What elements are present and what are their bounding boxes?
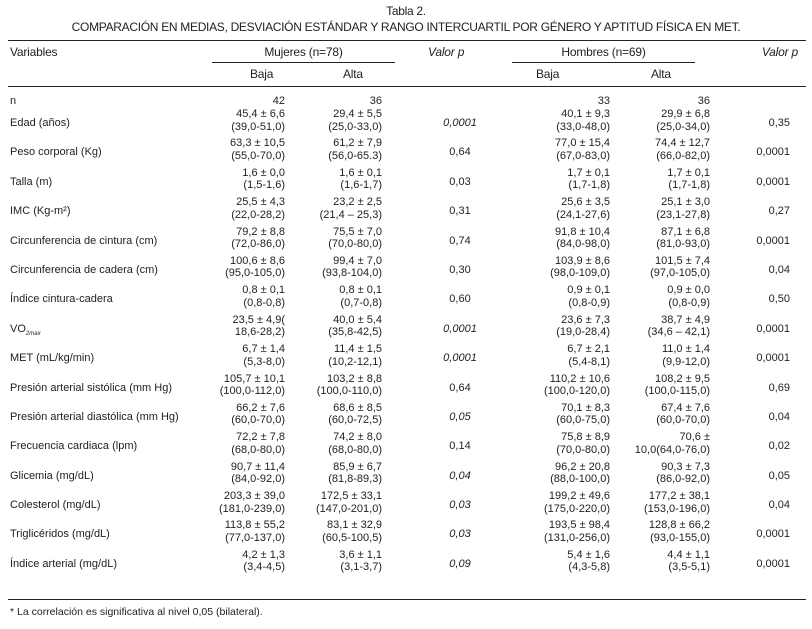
hombres-baja-mean-sd: 6,7 ± 2,1 [567, 343, 610, 356]
hombres-baja-cell [544, 373, 610, 398]
mujeres-alta-cell [322, 255, 382, 280]
valor-p-hombres: 0,02 [768, 440, 790, 453]
mujeres-alta-mean-sd: 85,9 ± 6,7 [333, 460, 382, 473]
row-label-text: Presión arterial sistólica (mm Hg) [10, 381, 172, 394]
header-variables: Variables [10, 45, 58, 59]
hombres-alta-cell [648, 314, 710, 339]
mujeres-alta-mean-sd: 103,2 ± 8,8 [327, 372, 382, 385]
hombres-baja-range: (33,0-48,0) [556, 120, 610, 133]
mujeres-alta-range: (100,0-110,0) [316, 385, 382, 398]
mujeres-baja-range: (72,0-86,0) [231, 238, 285, 251]
mujeres-baja-range: 18,6-28,2) [234, 326, 285, 339]
table-subtitle: COMPARACIÓN EN MEDIAS, DESVIACIÓN ESTÁNDAR Y RANGO INTERCUARTIL POR GÉNERO Y APTITUD FÍSICA EN MET. [71, 20, 741, 34]
row-label-text: Talla (m) [10, 175, 53, 188]
mujeres-baja-range: (1,5-1,6) [243, 179, 285, 192]
hombres-baja-mean-sd: 199,2 ± 49,6 [548, 490, 610, 503]
hombres-baja-cell [550, 255, 610, 280]
valor-p-hombres: 0,35 [768, 117, 790, 129]
mujeres-alta-cell [328, 343, 382, 368]
header-valor-p-hombres: Valor p [761, 45, 798, 59]
hombres-alta-cell [667, 167, 710, 192]
hombres-baja-cell [544, 519, 610, 544]
hombres-baja-range: (24,1-27,6) [556, 208, 610, 221]
top-rule [8, 40, 806, 41]
hombres-alta-range: (81,0-93,0) [656, 238, 710, 251]
hombres-alta-range: (66,0-82,0) [656, 149, 710, 162]
mujeres-baja-cell [231, 431, 285, 456]
row-label-subscript: 2max [25, 330, 41, 337]
valor-p-mujeres: 0,03 [449, 499, 471, 512]
valor-p-mujeres: 0,31 [449, 205, 471, 218]
hombres-baja-cell [550, 461, 610, 486]
table-body [0, 93, 812, 578]
row-label-text: Peso corporal (Kg) [10, 146, 102, 159]
mujeres-alta-range: (60,5-100,5) [322, 531, 382, 544]
table-row [0, 519, 812, 548]
hombres-alta-range: (34,6 – 42,1) [647, 326, 710, 339]
valor-p-mujeres: 0,60 [449, 293, 471, 306]
hombres-alta-mean-sd: 70,6 ± [679, 431, 710, 444]
hombres-baja-mean-sd: 96,2 ± 20,8 [555, 460, 610, 473]
mujeres-alta-range: (60,0-72,5) [328, 414, 382, 427]
row-label-text: Edad (años) [10, 117, 70, 129]
hombres-alta-mean-sd: 101,5 ± 7,4 [655, 254, 710, 267]
table-row [0, 402, 812, 431]
row-label-text: Glicemia (mg/dL) [10, 469, 94, 482]
mujeres-alta-range: (21,4 – 25,3) [319, 208, 382, 221]
row-label [10, 176, 52, 189]
mujeres-baja-cell [225, 255, 285, 280]
row-label [10, 470, 94, 483]
mujeres-alta-cell [322, 519, 382, 544]
valor-p-mujeres: 0,0001 [443, 352, 477, 365]
table-row [0, 226, 812, 255]
row-label [10, 264, 158, 277]
valor-p-hombres: 0,0001 [756, 175, 790, 188]
row-label [10, 411, 179, 424]
table-row [0, 284, 812, 313]
row-label [10, 205, 71, 218]
mujeres-alta-cell [339, 167, 382, 192]
mujeres-alta-mean-sd: 40,0 ± 5,4 [333, 313, 382, 326]
mujeres-baja-range: (84,0-92,0) [231, 473, 285, 486]
mujeres-alta-mean-sd: 1,6 ± 0,1 [339, 166, 382, 179]
mujeres-alta-mean-sd: 29,4 ± 5,5 [333, 108, 382, 120]
hombres-baja-mean-sd: 23,6 ± 7,3 [561, 313, 610, 326]
mujeres-baja-range: (0,8-0,8) [243, 296, 285, 309]
mujeres-baja-cell [242, 167, 285, 192]
hombres-alta-mean-sd: 4,4 ± 1,1 [667, 548, 710, 561]
hombres-alta-range: (1,7-1,8) [668, 179, 710, 192]
table-row [0, 167, 812, 196]
valor-p-mujeres: 0,14 [449, 440, 471, 453]
valor-p-mujeres: 0,09 [449, 557, 471, 570]
mujeres-alta-mean-sd: 74,2 ± 8,0 [333, 431, 382, 444]
mujeres-alta-range: (10,2-12,1) [328, 355, 382, 368]
table-row [0, 490, 812, 519]
mujeres-baja-cell [242, 284, 285, 309]
hombres-baja-mean-sd: 103,9 ± 8,6 [555, 254, 610, 267]
row-label-text: Circunferencia de cadera (cm) [10, 263, 158, 276]
mujeres-alta-range: (93,8-104,0) [322, 267, 382, 280]
hombres-baja-cell [567, 343, 610, 368]
mujeres-alta-cell [328, 108, 382, 133]
mujeres-baja-mean-sd: 203,3 ± 39,0 [223, 490, 285, 503]
valor-p-mujeres: 0,0001 [443, 117, 477, 129]
hombres-alta-mean-sd: 74,4 ± 12,7 [655, 137, 710, 150]
hombres-baja-cell [556, 402, 610, 427]
mujeres-alta-range: (70,0-80,0) [328, 238, 382, 251]
valor-p-hombres: 0,0001 [756, 146, 790, 159]
mujeres-baja-range: (68,0-80,0) [231, 443, 285, 456]
hombres-alta-mean-sd: 128,8 ± 66,2 [648, 519, 710, 532]
hombres-baja-range: (60,0-75,0) [556, 414, 610, 427]
mujeres-alta-n: 36 [369, 95, 382, 107]
mujeres-alta-cell [328, 402, 382, 427]
hombres-alta-cell [656, 226, 710, 251]
hombres-baja-range: (70,0-80,0) [556, 443, 610, 456]
hombres-baja-range: (98,0-109,0) [550, 267, 610, 280]
table-row [0, 255, 812, 284]
mujeres-baja-cell [242, 549, 285, 574]
valor-p-hombres: 0,50 [768, 293, 790, 306]
mujeres-baja-mean-sd: 90,7 ± 11,4 [230, 460, 285, 473]
row-label [10, 499, 100, 512]
mujeres-alta-mean-sd: 68,6 ± 8,5 [333, 401, 382, 414]
hombres-baja-range: (88,0-100,0) [550, 473, 610, 486]
table-row [0, 431, 812, 460]
hombres-baja-cell [556, 314, 610, 339]
hombres-alta-mean-sd: 67,4 ± 7,6 [661, 401, 710, 414]
mujeres-baja-cell [225, 519, 285, 544]
mujeres-alta-range: (25,0-33,0) [328, 120, 382, 133]
mujeres-baja-range: (77,0-137,0) [225, 531, 285, 544]
hombres-alta-range: (60,0-70,0) [656, 414, 710, 427]
mujeres-alta-mean-sd: 3,6 ± 1,1 [339, 548, 382, 561]
hombres-alta-cell [656, 196, 710, 221]
valor-p-mujeres: 0,03 [449, 175, 471, 188]
table-row [0, 549, 812, 578]
hombres-alta-n: 36 [697, 95, 710, 107]
hombres-baja-range: (4,3-5,8) [568, 561, 610, 574]
hombres-baja-mean-sd: 0,9 ± 0,1 [567, 284, 610, 297]
hombres-baja-n: 33 [597, 95, 610, 107]
mujeres-baja-n: 42 [272, 95, 285, 107]
mujeres-alta-cell [316, 490, 382, 515]
valor-p-mujeres: 0,74 [449, 234, 471, 247]
header-hombres-alta: Alta [651, 67, 671, 81]
mujeres-baja-range: (100,0-112,0) [219, 385, 285, 398]
hombres-baja-mean-sd: 77,0 ± 15,4 [555, 137, 610, 150]
mujeres-baja-cell [220, 373, 285, 398]
hombres-alta-range: (3,5-5,1) [668, 561, 710, 574]
hombres-alta-cell [662, 343, 710, 368]
mujeres-alta-cell [317, 373, 382, 398]
mujeres-baja-mean-sd: 4,2 ± 1,3 [242, 548, 285, 561]
row-label-text: Colesterol (mg/dL) [10, 499, 101, 512]
table-row [0, 108, 812, 137]
hombres-baja-mean-sd: 40,1 ± 9,3 [561, 108, 610, 120]
mujeres-alta-cell [328, 314, 382, 339]
mujeres-alta-mean-sd: 11,4 ± 1,5 [333, 343, 382, 356]
hombres-baja-range: (19,0-28,4) [556, 326, 610, 339]
row-label [10, 352, 94, 365]
hombres-alta-mean-sd: 87,1 ± 6,8 [661, 225, 710, 238]
mujeres-alta-cell [339, 284, 382, 309]
valor-p-hombres: 0,04 [768, 263, 790, 276]
header-rule [8, 86, 806, 87]
mujeres-alta-cell [328, 461, 382, 486]
hombres-alta-mean-sd: 0,9 ± 0,0 [667, 284, 710, 297]
valor-p-mujeres: 0,64 [449, 381, 471, 394]
hombres-alta-range: (25,0-34,0) [656, 120, 710, 133]
mujeres-baja-range: (39,0-51,0) [231, 120, 285, 133]
mujeres-alta-range: (81,8-89,3) [328, 473, 382, 486]
row-label-text: Índice arterial (mg/dL) [10, 557, 117, 570]
mujeres-baja-mean-sd: 45,4 ± 6,6 [236, 108, 285, 120]
row-label [10, 293, 113, 306]
valor-p-hombres: 0,0001 [756, 234, 790, 247]
valor-p-hombres: 0,0001 [756, 528, 790, 541]
hombres-baja-range: (84,0-98,0) [556, 238, 610, 251]
hombres-baja-range: (1,7-1,8) [568, 179, 610, 192]
hombres-alta-cell [655, 137, 710, 162]
valor-p-mujeres: 0,05 [449, 410, 471, 423]
mujeres-alta-range: (35,8-42,5) [328, 326, 382, 339]
hombres-baja-cell [567, 549, 610, 574]
hombres-baja-mean-sd: 91,8 ± 10,4 [555, 225, 610, 238]
hombres-alta-range: (0,8-0,9) [668, 296, 710, 309]
hombres-alta-cell [645, 373, 710, 398]
mujeres-rule [212, 62, 395, 63]
mujeres-baja-mean-sd: 113,8 ± 55,2 [224, 519, 285, 532]
table-title: Tabla 2. [386, 4, 426, 18]
hombres-alta-cell [656, 461, 710, 486]
mujeres-baja-range: (60,0-70,0) [231, 414, 285, 427]
hombres-baja-cell [556, 431, 610, 456]
hombres-alta-range: (97,0-105,0) [650, 267, 710, 280]
valor-p-hombres: 0,0001 [756, 322, 790, 335]
hombres-baja-cell [556, 108, 610, 133]
hombres-alta-range: (100,0-115,0) [644, 385, 710, 398]
mujeres-baja-range: (181,0-239,0) [218, 502, 285, 515]
valor-p-hombres: 0,0001 [756, 557, 790, 570]
row-label-text: Índice cintura-cadera [10, 293, 113, 306]
mujeres-baja-mean-sd: 105,7 ± 10,1 [223, 372, 285, 385]
hombres-alta-cell [635, 431, 710, 456]
row-label-text: Circunferencia de cintura (cm) [10, 234, 158, 247]
mujeres-alta-mean-sd: 0,8 ± 0,1 [339, 284, 382, 297]
hombres-alta-cell [644, 490, 710, 515]
hombres-baja-mean-sd: 5,4 ± 1,6 [567, 548, 610, 561]
hombres-alta-mean-sd: 108,2 ± 9,5 [655, 372, 710, 385]
row-label [10, 117, 70, 130]
hombres-baja-mean-sd: 110,2 ± 10,6 [549, 372, 610, 385]
row-label-text: IMC (Kg-m²) [10, 205, 71, 218]
mujeres-alta-cell [328, 431, 382, 456]
header-hombres-baja: Baja [536, 67, 560, 81]
hombres-baja-range: (0,8-0,9) [568, 296, 610, 309]
table-row [0, 373, 812, 402]
row-label [10, 146, 102, 159]
hombres-alta-cell [649, 519, 710, 544]
mujeres-alta-range: (56,0-65.3) [328, 149, 382, 162]
hombres-baja-range: (175,0-220,0) [543, 502, 610, 515]
hombres-alta-range: (153,0-196,0) [643, 502, 710, 515]
hombres-alta-range: 10,0(64,0-76,0) [634, 443, 710, 456]
mujeres-baja-mean-sd: 0,8 ± 0,1 [242, 284, 285, 297]
mujeres-baja-cell [232, 314, 285, 339]
hombres-baja-mean-sd: 1,7 ± 0,1 [567, 166, 610, 179]
mujeres-alta-mean-sd: 75,5 ± 7,0 [333, 225, 382, 238]
row-label-text: Presión arterial diastólica (mm Hg) [10, 410, 179, 423]
mujeres-alta-cell [339, 549, 382, 574]
mujeres-baja-range: (22,0-28,2) [231, 208, 285, 221]
table-row [0, 137, 812, 166]
row-label-text: MET (mL/kg/min) [10, 352, 95, 365]
mujeres-alta-range: (1,6-1,7) [340, 179, 382, 192]
mujeres-baja-cell [242, 343, 285, 368]
row-label: n [10, 95, 17, 107]
hombres-baja-cell [567, 167, 610, 192]
hombres-alta-mean-sd: 25,1 ± 3,0 [661, 196, 710, 209]
header-mujeres: Mujeres (n=78) [264, 45, 343, 59]
mujeres-alta-range: (0,7-0,8) [340, 296, 382, 309]
hombres-alta-mean-sd: 177,2 ± 38,1 [648, 490, 710, 503]
hombres-baja-cell [555, 226, 610, 251]
hombres-alta-range: (23,1-27,8) [656, 208, 710, 221]
mujeres-baja-mean-sd: 63,3 ± 10,5 [230, 137, 285, 150]
hombres-rule [512, 62, 695, 63]
valor-p-mujeres: 0,04 [449, 469, 471, 482]
header-valor-p-mujeres: Valor p [428, 45, 465, 59]
row-label-text: Triglicéridos (mg/dL) [10, 528, 110, 541]
hombres-baja-cell [544, 490, 610, 515]
mujeres-alta-mean-sd: 23,2 ± 2,5 [333, 196, 382, 209]
mujeres-baja-cell [231, 402, 285, 427]
hombres-baja-mean-sd: 193,5 ± 98,4 [548, 519, 610, 532]
mujeres-alta-cell [328, 137, 382, 162]
mujeres-baja-mean-sd: 72,2 ± 7,8 [236, 431, 285, 444]
hombres-alta-cell [667, 284, 710, 309]
mujeres-baja-range: (55,0-70,0) [231, 149, 285, 162]
hombres-baja-range: (5,4-8,1) [568, 355, 610, 368]
row-label [10, 440, 137, 453]
mujeres-alta-range: (147,0-201,0) [315, 502, 382, 515]
valor-p-hombres: 0,27 [768, 205, 790, 218]
mujeres-baja-mean-sd: 66,2 ± 7,6 [236, 401, 285, 414]
mujeres-alta-mean-sd: 172,5 ± 33,1 [320, 490, 382, 503]
mujeres-baja-mean-sd: 6,7 ± 1,4 [242, 343, 285, 356]
hombres-alta-mean-sd: 90,3 ± 7,3 [661, 460, 710, 473]
table-row [0, 314, 812, 343]
row-label [10, 528, 110, 541]
row-label [10, 235, 157, 248]
hombres-alta-mean-sd: 11,0 ± 1,4 [661, 343, 710, 356]
mujeres-baja-cell [231, 108, 285, 133]
hombres-baja-cell [556, 196, 610, 221]
hombres-alta-range: (93,0-155,0) [650, 531, 710, 544]
table-row [0, 196, 812, 225]
valor-p-mujeres: 0,03 [449, 528, 471, 541]
mujeres-alta-cell [328, 226, 382, 251]
table-row [0, 461, 812, 490]
mujeres-alta-mean-sd: 99,4 ± 7,0 [333, 254, 382, 267]
valor-p-hombres: 0,04 [768, 499, 790, 512]
mujeres-baja-cell [219, 490, 285, 515]
mujeres-baja-cell [231, 226, 285, 251]
mujeres-alta-range: (68,0-80,0) [328, 443, 382, 456]
hombres-alta-mean-sd: 29,9 ± 6,8 [661, 108, 710, 120]
valor-p-mujeres: 0,64 [449, 146, 471, 159]
valor-p-hombres: 0,05 [768, 469, 790, 482]
hombres-baja-cell [567, 284, 610, 309]
mujeres-baja-cell [231, 196, 285, 221]
hombres-alta-range: (86,0-92,0) [656, 473, 710, 486]
hombres-baja-mean-sd: 70,1 ± 8,3 [561, 401, 610, 414]
header-mujeres-alta: Alta [343, 67, 363, 81]
hombres-baja-range: (100,0-120,0) [543, 385, 610, 398]
valor-p-mujeres: 0,0001 [443, 322, 477, 335]
mujeres-baja-range: (3,4-4,5) [243, 561, 285, 574]
row-label-text: Frecuencia cardiaca (lpm) [10, 440, 138, 453]
bottom-rule [8, 599, 806, 600]
mujeres-alta-range: (3,1-3,7) [340, 561, 382, 574]
row-label [10, 323, 41, 341]
mujeres-alta-cell [320, 196, 382, 221]
mujeres-alta-mean-sd: 83,1 ± 32,9 [327, 519, 382, 532]
table-row-n [0, 93, 812, 108]
hombres-baja-cell [555, 137, 610, 162]
valor-p-hombres: 0,69 [768, 381, 790, 394]
hombres-alta-range: (9,9-12,0) [662, 355, 710, 368]
hombres-alta-cell [650, 255, 710, 280]
row-label [10, 382, 172, 395]
footnote: * La correlación es significativa al nivel 0,05 (bilateral). [10, 606, 263, 618]
hombres-alta-cell [667, 549, 710, 574]
valor-p-hombres: 0,0001 [756, 352, 790, 365]
table-row [0, 343, 812, 372]
mujeres-baja-cell [231, 461, 285, 486]
hombres-baja-mean-sd: 25,6 ± 3,5 [561, 196, 610, 209]
mujeres-alta-mean-sd: 61,2 ± 7,9 [333, 137, 382, 150]
header-hombres: Hombres (n=69) [561, 45, 646, 59]
row-label [10, 558, 117, 571]
mujeres-baja-range: (5,3-8,0) [243, 355, 285, 368]
mujeres-baja-cell [230, 137, 285, 162]
mujeres-baja-mean-sd: 100,6 ± 8,6 [230, 254, 285, 267]
valor-p-mujeres: 0,30 [449, 263, 471, 276]
hombres-alta-mean-sd: 38,7 ± 4,9 [661, 313, 710, 326]
hombres-alta-mean-sd: 1,7 ± 0,1 [667, 166, 710, 179]
valor-p-hombres: 0,04 [768, 410, 790, 423]
mujeres-baja-mean-sd: 1,6 ± 0,0 [242, 166, 285, 179]
hombres-baja-range: (67,0-83,0) [556, 149, 610, 162]
mujeres-baja-mean-sd: 25,5 ± 4,3 [236, 196, 285, 209]
hombres-alta-cell [656, 108, 710, 133]
hombres-alta-cell [656, 402, 710, 427]
hombres-baja-range: (131,0-256,0) [543, 531, 610, 544]
mujeres-baja-range: (95,0-105,0) [225, 267, 285, 280]
row-label-text: VO [10, 322, 26, 335]
header-mujeres-baja: Baja [250, 67, 274, 81]
hombres-baja-mean-sd: 75,8 ± 8,9 [561, 431, 610, 444]
mujeres-baja-mean-sd: 23,5 ± 4,9( [232, 313, 285, 326]
mujeres-baja-mean-sd: 79,2 ± 8,8 [236, 225, 285, 238]
